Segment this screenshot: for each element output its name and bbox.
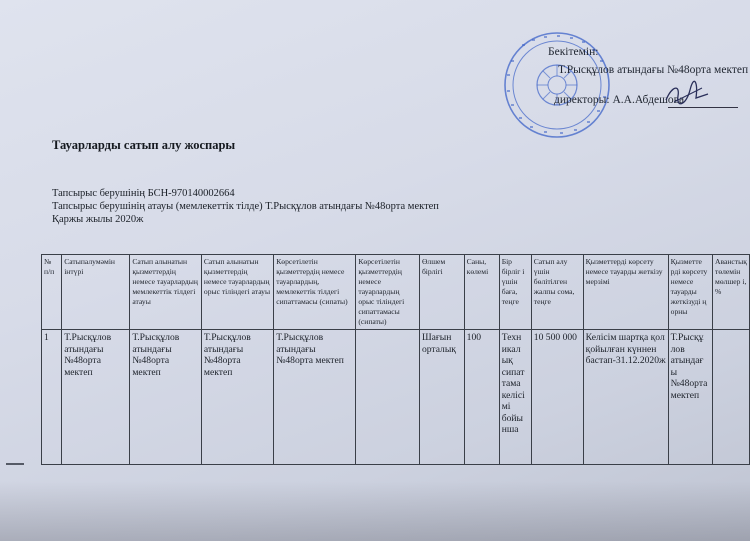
cell-procurement-method: Т.Рысқұлов атындағы №48орта мектеп xyxy=(62,330,130,465)
header-unit: Өлшем бірлігі xyxy=(419,255,464,330)
header-total-amount: Сатып алу үшін бөлітілген жалпы сома, теңге xyxy=(531,255,583,330)
page-shadow xyxy=(0,481,750,541)
header-name-kazakh: Сатып алынатын қызметтердің немесе тауарлардың мемлекеттік тілдегі атауы xyxy=(130,255,202,330)
document-title: Тауарларды сатып алу жоспары xyxy=(52,138,236,152)
fiscal-year: Қаржы жылы 2020ж xyxy=(52,214,144,225)
cell-unit: Шағын орталық xyxy=(419,330,464,465)
header-delivery-place: Қызметте рді көрсету немесе тауарды жеткізуді ң орны xyxy=(668,255,712,330)
header-delivery-term: Қызметтерді көрсету немесе тауарды жеткізу мерзімі xyxy=(583,255,668,330)
header-description-russian: Көрсетілетін қызметтердің немесе тауарлардың орыс тіліндегі сипаттамасы (сипаты) xyxy=(356,255,420,330)
header-number: № п/п xyxy=(42,255,62,330)
cell-description-russian xyxy=(356,330,420,465)
handwritten-signature-icon xyxy=(662,80,712,108)
approval-school: Т.Рысқұлов атындағы №48орта мектеп xyxy=(558,64,749,76)
cell-name-russian: Т.Рысқұлов атындағы №48орта мектеп xyxy=(201,330,273,465)
header-unit-price: Бір бірліг і үшін баға, теңге xyxy=(499,255,531,330)
cell-number: 1 xyxy=(42,330,62,465)
header-name-russian: Сатып алынатын қызметтердің немесе тауарлардың орыс тіліндегі атауы xyxy=(201,255,273,330)
header-quantity: Саны, көлемі xyxy=(464,255,499,330)
table-header-row xyxy=(42,255,750,330)
cell-delivery-term: Келісім шартқа қол қойылған күннен бастап-31.12.2020ж xyxy=(583,330,668,465)
cell-description-kazakh: Т.Рысқұлов атындағы №48орта мектеп xyxy=(274,330,356,465)
margin-mark xyxy=(6,463,24,465)
header-advance-payment: Аванстық төлемін мөлшер і, % xyxy=(713,255,750,330)
customer-name: Тапсырыс берушінің атауы (мемлекеттік тілде) Т.Рысқұлов атындағы №48орта мектеп xyxy=(52,201,439,212)
approval-director: директоры: А.А.Абдешова xyxy=(554,94,685,106)
table-row xyxy=(42,330,750,465)
cell-name-kazakh: Т.Рысқұлов атындағы №48орта мектеп xyxy=(130,330,202,465)
procurement-plan-table xyxy=(41,254,750,465)
customer-bin: Тапсырыс берушінің БСН-970140002664 xyxy=(52,188,235,199)
header-description-kazakh: Көрсетілетін қызметтердің немесе тауарлардың, мемлекеттік тілдегі сипаттамасы (сипаты) xyxy=(274,255,356,330)
cell-advance-payment xyxy=(713,330,750,465)
cell-quantity: 100 xyxy=(464,330,499,465)
header-procurement-method: Сатыпалумәмін інтүрі xyxy=(62,255,130,330)
cell-delivery-place: Т.Рысқұ лов атындағ ы №48орта мектеп xyxy=(668,330,712,465)
cell-unit-price: Техн икал ық сипат тама келісі мі бойы нша xyxy=(499,330,531,465)
cell-total-amount: 10 500 000 xyxy=(531,330,583,465)
approval-label: Бекітемін: xyxy=(548,46,599,58)
